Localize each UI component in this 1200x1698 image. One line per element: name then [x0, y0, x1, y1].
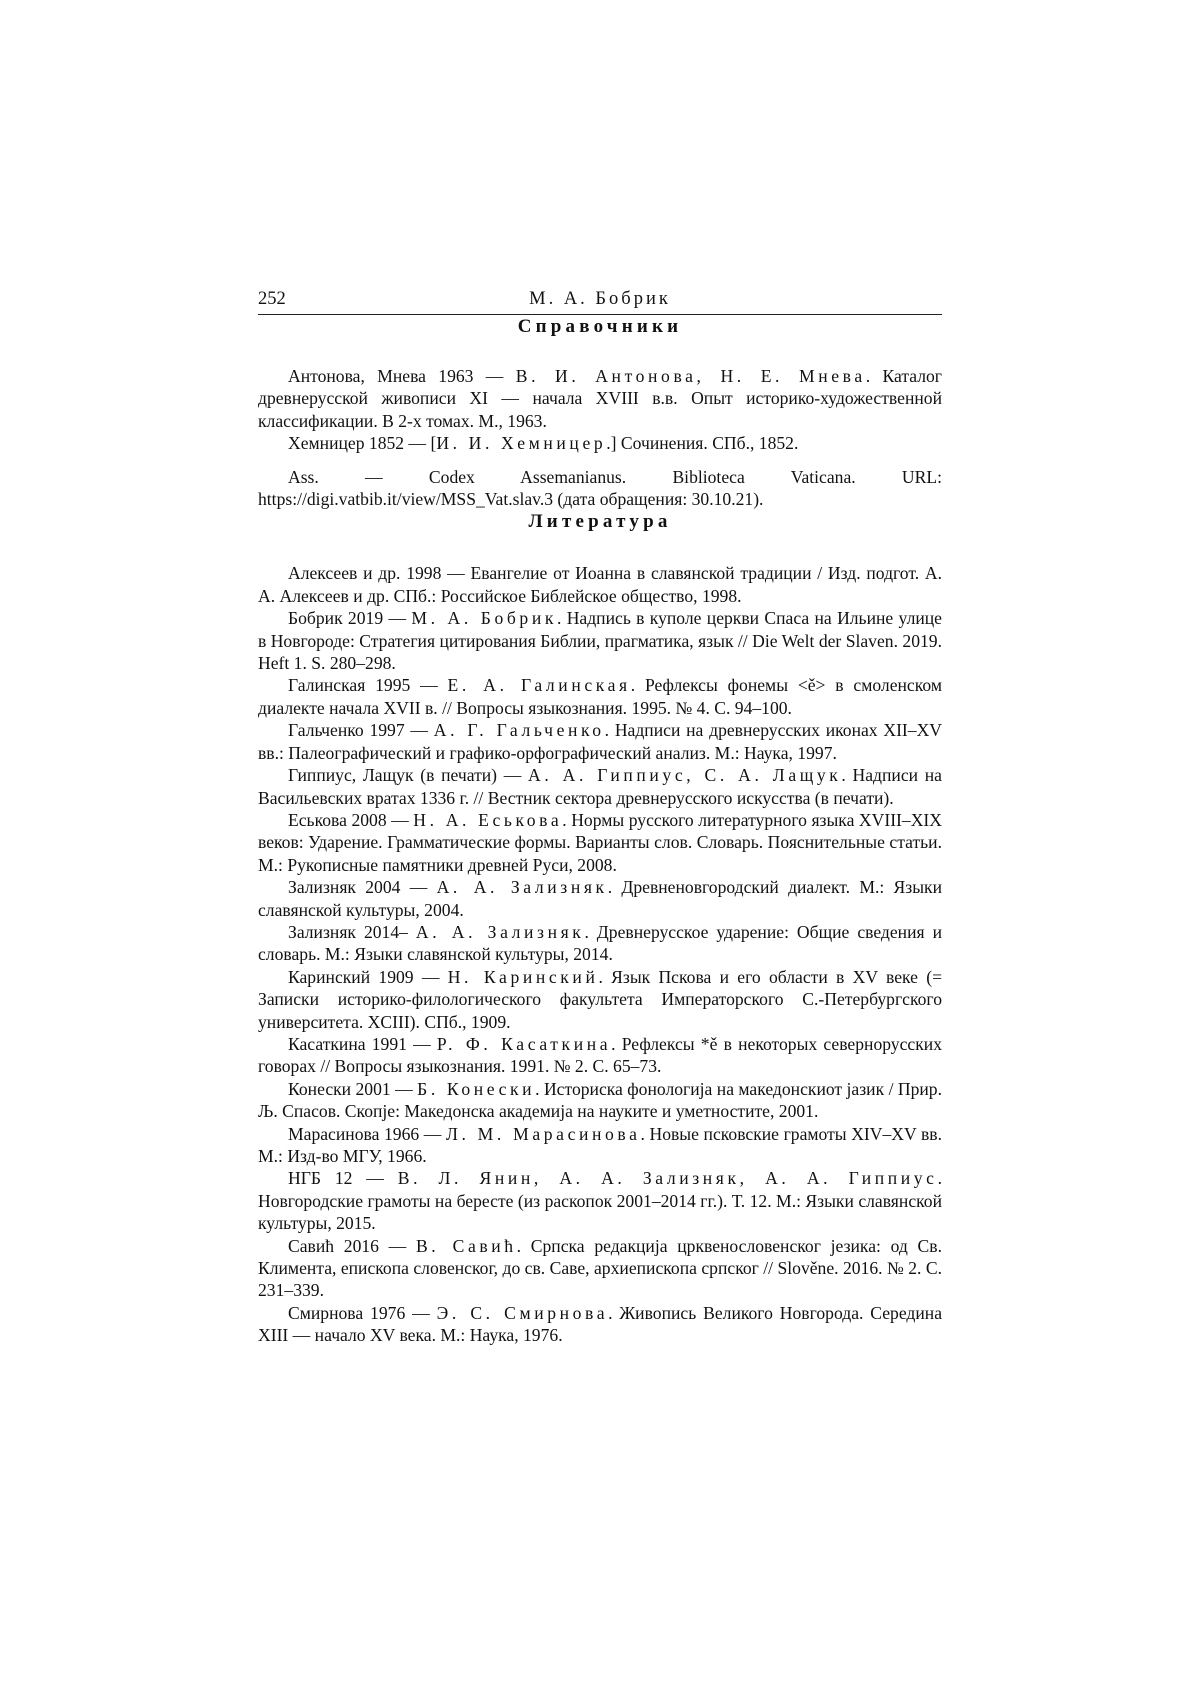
entry-authors: М. А. Бобрик	[411, 608, 557, 629]
literature-entry: Бобрик 2019 — М. А. Бобрик. Надпись в куполе церкви Спаса на Ильине улице в Новгороде: Стратегия цитирования Библии, прагматика, язык // Die Welt der Slaven. 2019. Heft 1. S. 280–298.	[258, 608, 942, 674]
entry-authors: Н. Каринский	[447, 966, 599, 987]
page	[258, 288, 942, 1347]
literature-entry: Касаткина 1991 — Р. Ф. Касаткина. Рефлексы *ě в некоторых севернорусских говорах // Вопросы языкознания. 1991. № 2. С. 65–73.	[258, 1033, 942, 1077]
entry-authors: Э. С. Смирнова	[436, 1302, 609, 1323]
literature-entry: Савић 2016 — В. Савић. Српска редакција црквенословенског језика: од Св. Климента, епископа словенског, до св. Саве, архиепископа српског // Slověne. 2016. № 2. С. 231–339.	[258, 1235, 942, 1301]
literature-entry: Каринский 1909 — Н. Каринский. Язык Пскова и его области в XV веке (= Записки историко-филологического факультета Императорского С.-Петербургского университета. XCIII). СПб., 1909.	[258, 966, 942, 1032]
literature-entry: Галинская 1995 — Е. А. Галинская. Рефлексы фонемы <ě> в смоленском диалекте начала XVII в. // Вопросы языкознания. 1995. № 4. С. 94–100.	[258, 675, 942, 718]
running-head-author	[258, 288, 942, 310]
literature-entry: Смирнова 1976 — Э. С. Смирнова. Живопись Великого Новгорода. Середина XIII — начало XV века. М.: Наука, 1976.	[258, 1302, 943, 1346]
running-head	[258, 288, 942, 315]
reference-entry: Ass. — Codex Assemanianus. Biblioteca Vaticana. URL: https://digi.vatbib.it/view/MSS_Vat.slav.3 (дата обращения: 30.10.21).	[258, 466, 942, 510]
literature-entry: Гиппиус, Лащук (в печати) — А. А. Гиппиус, С. А. Лащук. Надписи на Васильевских вратах 1336 г. // Вестник сектора древнерусского искусства (в печати).	[258, 765, 942, 808]
literature-entry: Зализняк 2004 — А. А. Зализняк. Древненовгородский диалект. М.: Языки славянской культуры, 2004.	[258, 877, 942, 920]
section-title-literature: Литература	[528, 511, 672, 533]
section-title-reference: Справочники	[517, 316, 683, 337]
entry-authors: А. А. Зализняк	[415, 921, 585, 942]
entry-authors: Б. Конески	[417, 1078, 536, 1099]
entry-authors: Н. А. Еськова	[413, 809, 563, 830]
literature-entry: НГБ 12 — В. Л. Янин, А. А. Зализняк, А. А. Гиппиус. Новгородские грамоты на бересте (из раскопок 2001–2014 гг.). Т. 12. М.: Языки славянской культуры, 2015.	[258, 1168, 942, 1234]
page-number: 252	[258, 289, 286, 309]
entry-authors: В. Л. Янин, А. А. Зализняк, А. А. Гиппиус	[397, 1168, 938, 1189]
entry-authors: А. А. Зализняк	[436, 877, 608, 898]
reference-entry: Антонова, Мнева 1963 — В. И. Антонова, Н. Е. Мнева. Каталог древнерусской живописи XI — начала XVIII в.в. Опыт историко-художественной классификации. В 2-х томах. М., 1963.	[258, 366, 942, 431]
literature-entry: Марасинова 1966 — Л. М. Марасинова. Новые псковские грамоты XIV–XV вв. М.: Изд-во МГУ, 1966.	[258, 1123, 942, 1166]
literature-entry: Алексеев и др. 1998 — Евангелие от Иоанна в славянской традиции / Изд. подгот. А. А. Алексеев и др. СПб.: Российское Библейское общество, 1998.	[258, 563, 942, 606]
entry-authors: И. И. Хемницер	[436, 433, 607, 454]
entry-authors: А. А. Гиппиус, С. А. Лащук	[528, 765, 842, 786]
reference-entry: Хемницер 1852 — [И. И. Хемницер.] Сочинения. СПб., 1852.	[288, 433, 799, 454]
entry-authors: Р. Ф. Касаткина	[436, 1033, 612, 1054]
literature-entry: Еськова 2008 — Н. А. Еськова. Нормы русского литературного языка XVIII–XIX веков: Ударение. Грамматические формы. Варианты слов. Словарь. Пояснительные статьи. М.: Рукописные памятники древней Руси, 2008.	[258, 809, 942, 875]
entry-authors: А. Г. Гальченко	[433, 720, 605, 741]
entry-authors: В. И. Антонова, Н. Е. Мнева	[515, 366, 866, 386]
entry-authors: Е. А. Галинская	[447, 675, 631, 696]
literature-list	[258, 562, 942, 1346]
literature-entry: Конески 2001 — Б. Конески. Историска фонологија на македонскиот јазик / Прир. Љ. Спасов. Скопје: Македонска академија на науките и уметностите, 2001.	[258, 1078, 942, 1122]
author-name: М. А. Бобрик	[529, 289, 671, 309]
literature-entry: Зализняк 2014– А. А. Зализняк. Древнерусское ударение: Общие сведения и словарь. М.: Языки славянской культуры, 2014.	[258, 921, 942, 965]
entry-authors: В. Савић	[415, 1235, 517, 1256]
entry-authors: Л. М. Марасинова	[445, 1123, 641, 1144]
reference-list	[258, 365, 942, 510]
literature-entry: Гальченко 1997 — А. Г. Гальченко. Надписи на древнерусских иконах XII–XV вв.: Палеографический и графико-орфографический анализ. М.: Наука, 1997.	[258, 720, 942, 763]
